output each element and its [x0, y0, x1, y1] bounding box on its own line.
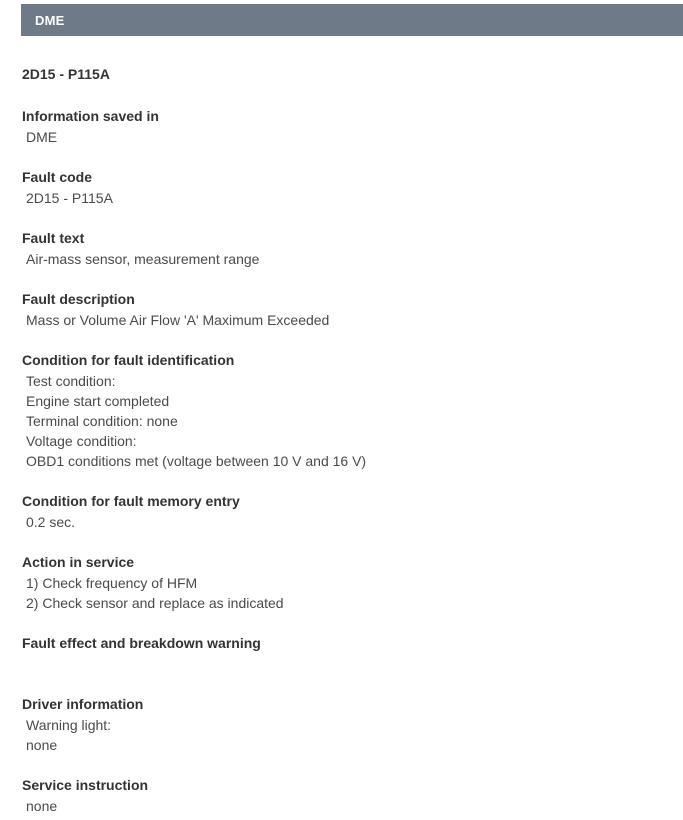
section-fault-effect-breakdown-warning [22, 633, 663, 674]
section-value: OBD1 conditions met (voltage between 10 V and 16 V) [26, 453, 367, 469]
section-value: Mass or Volume Air Flow 'A' Maximum Exceeded [26, 312, 330, 328]
section-action-in-service [22, 552, 663, 613]
section-value: 2D15 - P115A [26, 190, 113, 206]
section-value: none [26, 798, 58, 814]
section-value: DME [26, 129, 58, 145]
section-value: Terminal condition: none [26, 413, 178, 429]
section-label: Condition for fault identification [22, 352, 235, 368]
section-driver-information [22, 694, 663, 755]
section-service-instruction [22, 775, 663, 816]
section-label: Fault code [22, 169, 93, 185]
section-value: Warning light: [26, 717, 112, 733]
section-value: Voltage condition: [26, 433, 137, 449]
section-label: Information saved in [22, 108, 159, 124]
section-label: Action in service [22, 554, 135, 570]
section-label: Driver information [22, 696, 144, 712]
section-label: Fault description [22, 291, 135, 307]
section-label: Fault text [22, 230, 85, 246]
section-value: Air-mass sensor, measurement range [26, 251, 260, 267]
panel-header-title: DME [35, 12, 65, 28]
section-fault-text [22, 228, 663, 269]
section-label: Condition for fault memory entry [22, 493, 240, 509]
section-value: 2) Check sensor and replace as indicated [26, 595, 284, 611]
section-value: Test condition: [26, 373, 116, 389]
section-value: Engine start completed [26, 393, 170, 409]
section-fault-description [22, 289, 663, 330]
section-value: none [26, 737, 58, 753]
panel-header-dme[interactable] [21, 4, 683, 36]
fault-code-title: 2D15 - P115A [22, 66, 110, 82]
section-condition-fault-identification [22, 350, 663, 471]
section-fault-code [22, 167, 663, 208]
section-label: Service instruction [22, 777, 149, 793]
section-information-saved-in [22, 106, 663, 147]
section-condition-fault-memory-entry [22, 491, 663, 532]
section-value: 0.2 sec. [26, 514, 76, 530]
section-value: 1) Check frequency of HFM [26, 575, 198, 591]
section-label: Fault effect and breakdown warning [22, 635, 261, 651]
fault-detail-content [0, 64, 683, 816]
section-value-empty [22, 654, 663, 674]
